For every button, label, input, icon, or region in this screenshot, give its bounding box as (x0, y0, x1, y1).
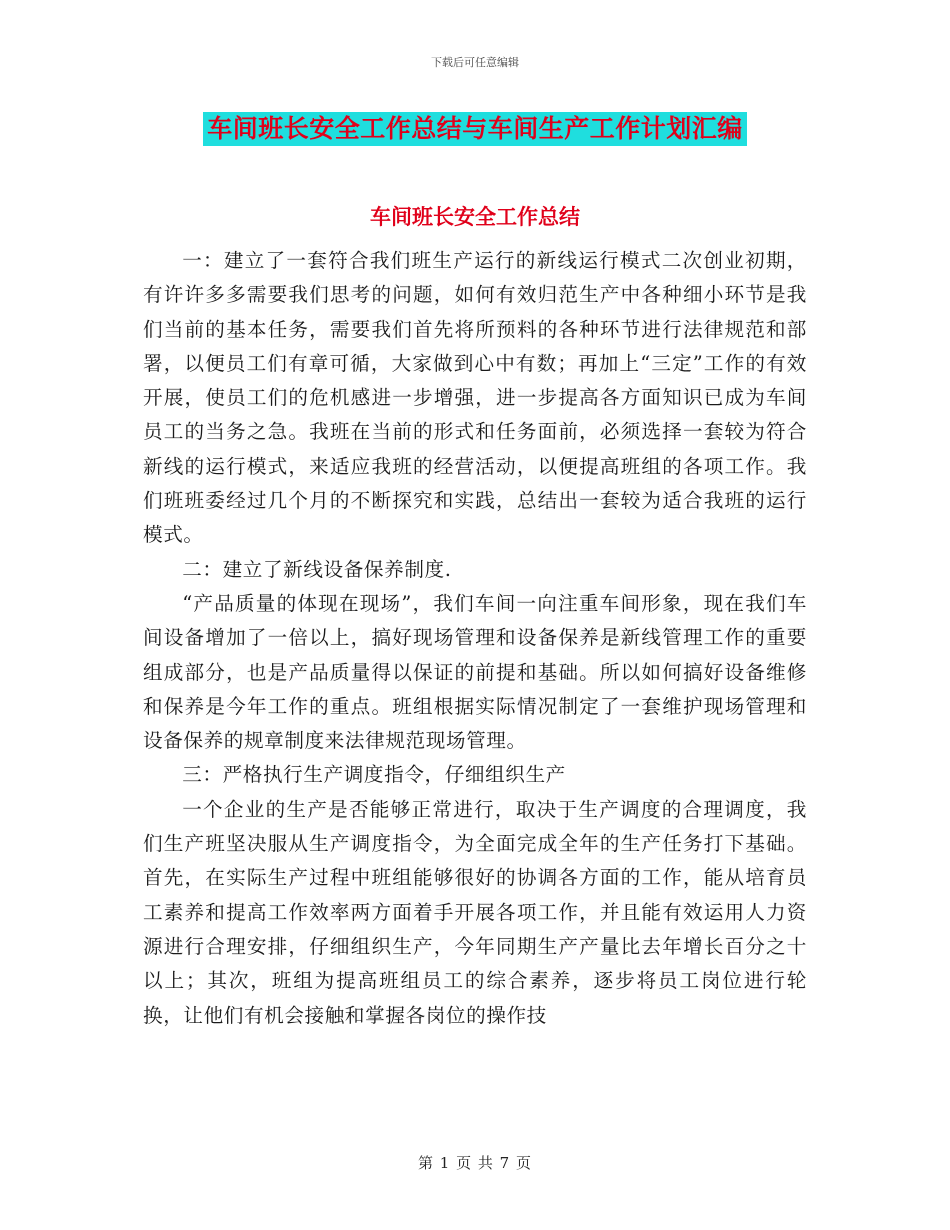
header-note: 下载后可任意编辑 (431, 56, 519, 69)
section-title: 车间班长安全工作总结 (370, 205, 580, 229)
document-title-block (0, 112, 950, 146)
document-body (143, 244, 807, 1033)
page-footer: 第 1 页 共 7 页 (418, 1154, 532, 1172)
paragraph: 二：建立了新线设备保养制度. (182, 557, 452, 581)
paragraph: 一：建立了一套符合我们班生产运行的新线运行模式二次创业初期，有许许多多需要我们思考的问题，如何有效归范生产中各种细小环节是我们当前的基本任务，需要我们首先将所预料的各种环节进行法律规范和部署，以便员工们有章可循，大家做到心中有数；再加上“三定”工作的有效开展，使员工们的危机感进一步增强，进一步提高各方面知识已成为车间员工的当务之急。我班在当前的形式和任务面前，必须选择一套较为符合新线的运行模式，来适应我班的经营活动，以便提高班组的各项工作。我们班班委经过几个月的不断探究和实践，总结出一套较为适合我班的运行模式。 (143, 249, 807, 547)
document-title: 车间班长安全工作总结与车间生产工作计划汇编 (203, 112, 747, 146)
paragraph: “产品质量的体现在现场”，我们车间一向注重车间形象，现在我们车间设备增加了一倍以上，搞好现场管理和设备保养是新线管理工作的重要组成部分，也是产品质量得以保证的前提和基础。所以如何搞好设备维修和保养是今年工作的重点。班组根据实际情况制定了一套维护现场管理和设备保养的规章制度来法律规范现场管理。 (143, 591, 807, 753)
paragraph: 一个企业的生产是否能够正常进行，取决于生产调度的合理调度，我们生产班坚决服从生产调度指令，为全面完成全年的生产任务打下基础。首先，在实际生产过程中班组能够很好的协调各方面的工作，能从培育员工素养和提高工作效率两方面着手开展各项工作，并且能有效运用人力资源进行合理安排，仔细组织生产，今年同期生产产量比去年增长百分之十以上；其次，班组为提高班组员工的综合素养，逐步将员工岗位进行轮换，让他们有机会接触和掌握各岗位的操作技 (143, 797, 807, 1027)
paragraph: 三：严格执行生产调度指令，仔细组织生产 (182, 763, 566, 787)
